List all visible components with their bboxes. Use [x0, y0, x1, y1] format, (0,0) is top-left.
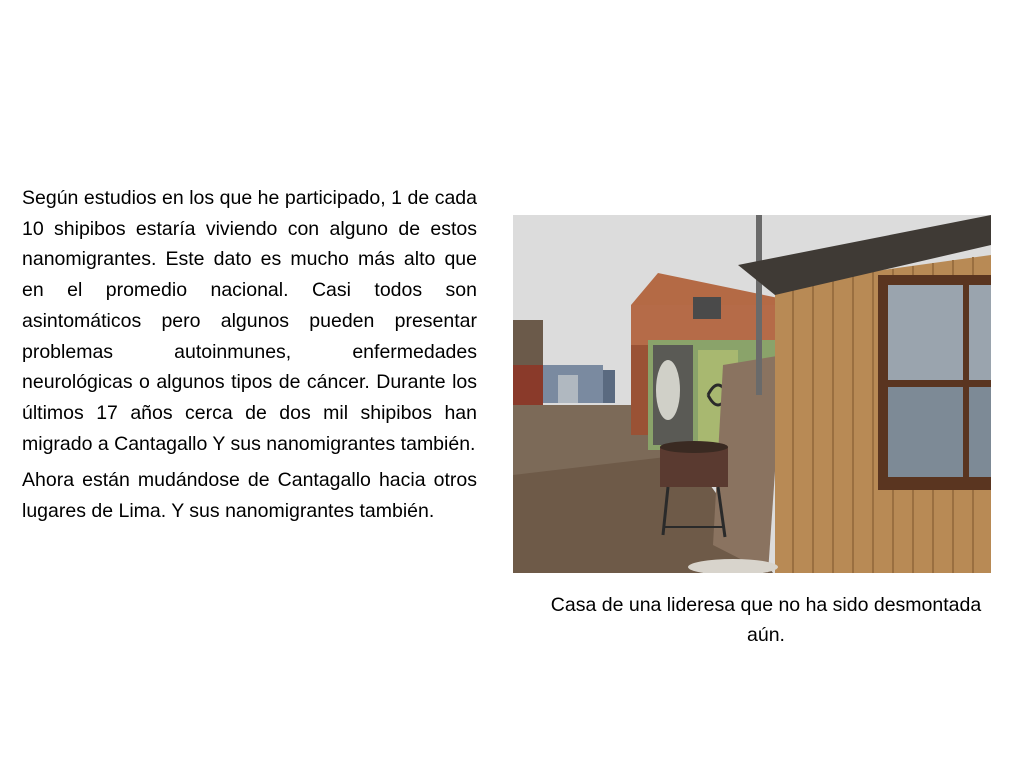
body-text: [22, 183, 477, 533]
paragraph-2: Ahora están mudándose de Cantagallo hacia otros lugares de Lima. Y sus nanomigrantes también.: [22, 469, 477, 523]
paragraph-1: Según estudios en los que he participado, 1 de cada 10 shipibos estaría viviendo con alguno de estos nanomigrantes. Este dato es mucho más alto que en el promedio nacional. Casi todos son asintomáticos pero algunos pueden presentar problemas autoinmunes, enfermedades neurológicas o algunos tipos de cáncer. Durante los últimos 17 años cerca de dos mil shipibos han migrado a Cantagallo Y sus nanomigrantes también.: [22, 187, 477, 455]
photo-caption: Casa de una lideresa que no ha sido desmontada aún.: [550, 594, 982, 646]
house-photo: [513, 215, 991, 573]
house-photo-illustration: [513, 215, 991, 573]
